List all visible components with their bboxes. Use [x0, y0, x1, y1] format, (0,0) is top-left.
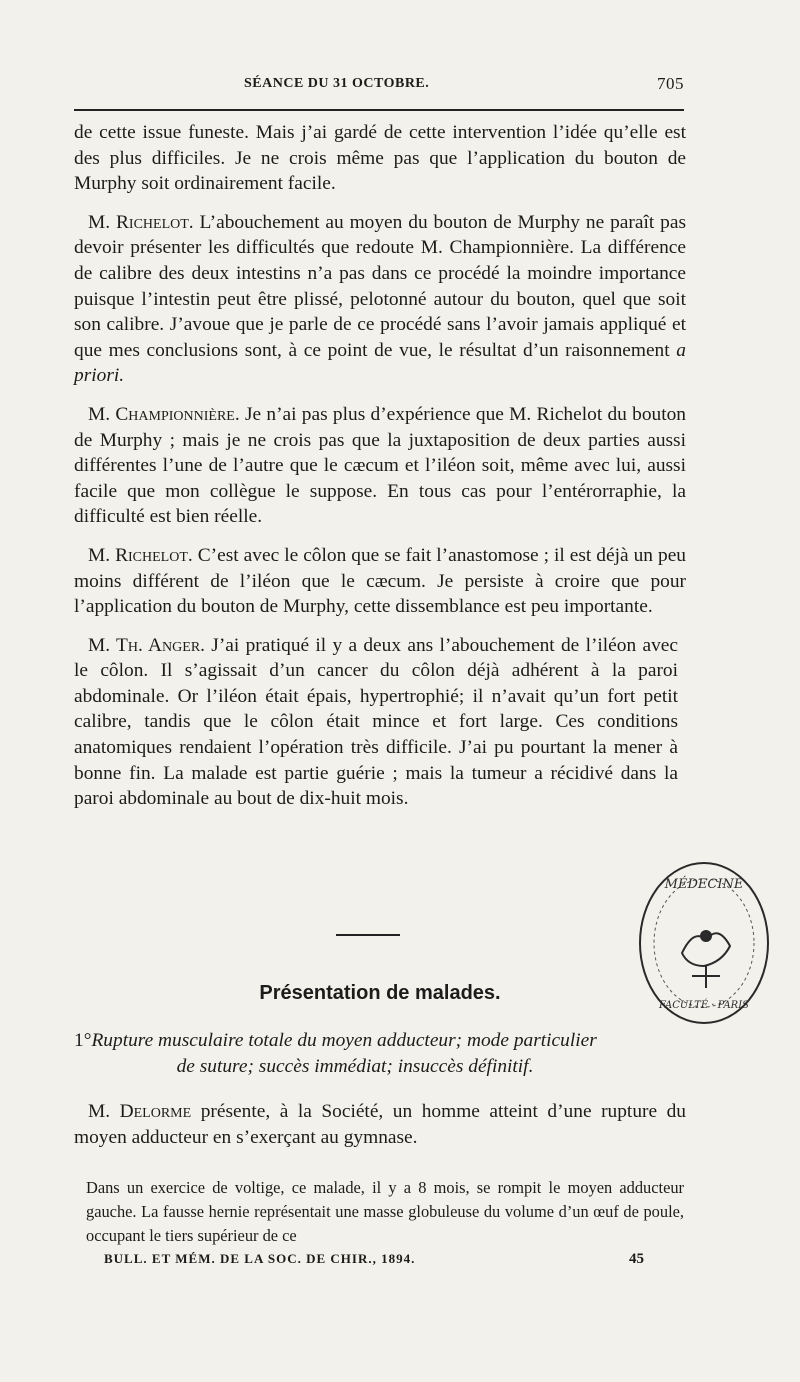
library-stamp: [634, 858, 774, 1028]
paragraph-delorme: [74, 1099, 686, 1151]
speaker-name: M. Delorme: [88, 1101, 192, 1122]
paragraph-richelot-2: [74, 543, 686, 620]
speaker-name: M. Richelot.: [88, 544, 193, 566]
paragraph-richelot-1: [74, 210, 686, 389]
header-rule: [74, 109, 684, 111]
paragraph-continuation: de cette issue funeste. Mais j’ai gardé de cette intervention l’idée qu’elle est des plus difficiles. Je ne crois même pas que l’application du bouton de Murphy soit ordinairement facile.: [74, 122, 686, 195]
section-separator: [336, 934, 400, 936]
header-title: SÉANCE DU 31 OCTOBRE.: [244, 76, 430, 91]
footer-citation: BULL. ET MÉM. DE LA SOC. DE CHIR., 1894.: [104, 1251, 416, 1266]
case-heading: [74, 1028, 686, 1080]
paragraph-text: L’abouchement au moyen du bouton de Murphy ne paraît pas devoir présenter les difficultés que redoute M. Championnière. La différence de calibre des deux intestins n’a pas dans ce procédé la moindre importance puisque l’intestin peut être plissé, pelotonné autour du bouton, quel que soit son calibre. J’avoue que je parle de ce procédé sans l’avoir jamais appliqué et que mes conclusions sont, à ce point de vue, le résultat d’un raisonnement: [74, 211, 686, 361]
speaker-name: M. Richelot.: [88, 211, 194, 233]
case-description: Dans un exercice de voltige, ce malade, il y a 8 mois, se rompit le moyen adducteur gauche. La fausse hernie représentait une masse globuleuse du volume d’un œuf de poule, occupant le tiers supérieur de ce: [86, 1178, 684, 1245]
item-title-line2: de suture; succès immédiat; insuccès définitif.: [176, 1056, 534, 1077]
paragraph-anger: [74, 633, 686, 812]
signature-mark: 45: [629, 1251, 644, 1267]
item-number: 1°: [74, 1030, 92, 1051]
paragraph-championniere: [74, 402, 686, 530]
main-text: [74, 120, 686, 812]
speaker-name: M. Championnière.: [88, 403, 240, 425]
italic-phrase: a priori.: [74, 339, 686, 387]
page-number: 705: [657, 74, 684, 93]
paragraph-text: C’est avec le côlon que se fait l’anastomose ; il est déjà un peu moins différent de l’iléon que le cæcum. Je persiste à croire que pour l’application du bouton de Murphy, cette dissemblance est peu importante.: [74, 544, 686, 618]
item-title-line1: Rupture musculaire totale du moyen adducteur; mode particulier: [91, 1030, 597, 1051]
paragraph-text: J’ai pratiqué il y a deux ans l’abouchement de l’iléon avec le côlon. Il s’agissait d’un cancer du côlon déjà adhérent à la paroi abdominale. Or l’iléon était épais, hypertrophié; il n’avait qu’un fort petit calibre, tandis que le côlon était mince et fort large. Ces conditions anatomiques rendaient l’opération très difficile. J’ai pu pourtant la mener à bonne fin. La malade est partie guérie ; mais la tumeur a récidivé dans la paroi abdominale au bout de dix-huit mois.: [74, 634, 678, 810]
paragraph-text: présente, à la Société, un homme atteint d’une rupture du moyen adducteur en s’exerçant au gymnase.: [74, 1101, 686, 1148]
svg-text:MÉDECINE: MÉDECINE: [664, 877, 744, 892]
page-footer: [104, 1251, 644, 1267]
running-header: [74, 72, 684, 98]
speaker-name: M. Th. Anger.: [88, 634, 206, 656]
paragraph-text: Je n’ai pas plus d’expérience que M. Richelot du bouton de Murphy ; mais je ne crois pas que la juxtaposition de deux parties aussi différentes l’une de l’autre que le cæcum et l’iléon soit, même avec lui, aussi facile que mon collègue le suppose. En tous cas pour l’entérorraphie, la difficulté est bien réelle.: [74, 403, 686, 528]
stamp-seal-icon: [634, 858, 774, 1028]
svg-text:FACULTÉ · PARIS: FACULTÉ · PARIS: [658, 1000, 750, 1011]
section-title: Présentation de malades.: [259, 982, 501, 1004]
